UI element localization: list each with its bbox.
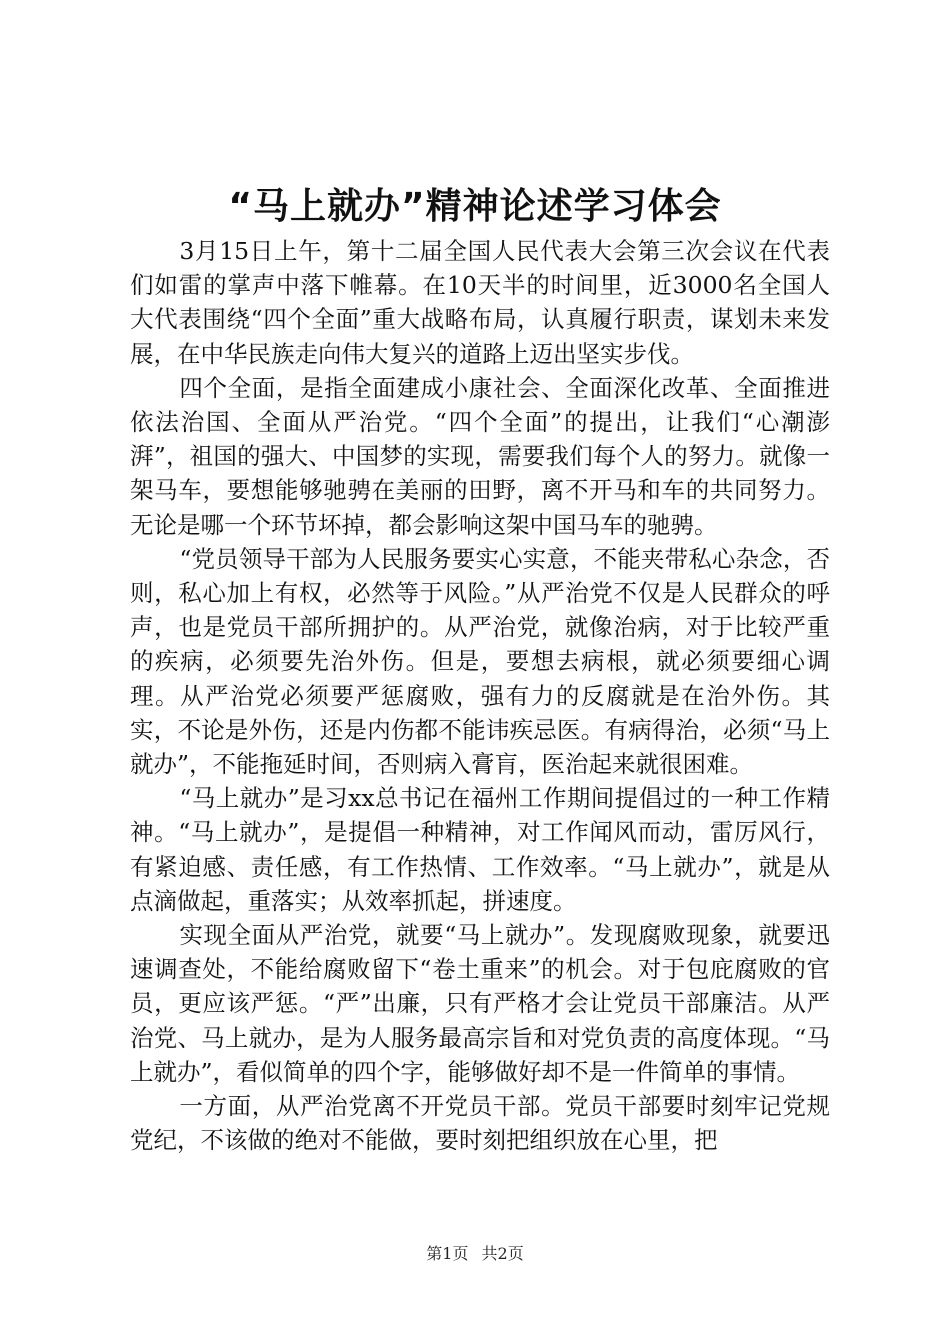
paragraph: 四个全面，是指全面建成小康社会、全面深化改革、全面推进依法治国、全面从严治党。“四个全面”的提出，让我们“心潮澎湃”，祖国的强大、中国梦的实现，需要我们每个人的努力。就像一架马车，要想能够驰骋在美丽的田野，离不开马和车的共同努力。无论是哪一个环节坏掉，都会影响这架中国马车的驰骋。 [130, 373, 830, 539]
paragraph: 实现全面从严治党，就要“马上就办”。发现腐败现象，就要迅速调查处，不能给腐败留下“卷土重来”的机会。对于包庇腐败的官员，更应该严惩。“严”出廉，只有严格才会让党员干部廉洁。从严治党、马上就办，是为人服务最高宗旨和对党负责的高度体现。“马上就办”，看似简单的四个字，能够做好却不是一件简单的事情。 [130, 921, 830, 1086]
paragraph: “马上就办”是习xx总书记在福州工作期间提倡过的一种工作精神。“马上就办”，是提倡一种精神，对工作闻风而动，雷厉风行，有紧迫感、责任感，有工作热情、工作效率。“马上就办”，就是从点滴做起，重落实；从效率抓起，拼速度。 [130, 784, 830, 915]
document-title: “马上就办”精神论述学习体会 [228, 186, 722, 227]
page-total: 共2页 [481, 1244, 524, 1263]
document-body [130, 234, 830, 1157]
paragraph: 3月15日上午，第十二届全国人民代表大会第三次会议在代表们如雷的掌声中落下帷幕。在10天半的时间里，近3000名全国人大代表围绕“四个全面”重大战略布局，认真履行职责，谋划未来发展，在中华民族走向伟大复兴的道路上迈出坚实步伐。 [130, 237, 830, 368]
paragraph: 一方面，从严治党离不开党员干部。党员干部要时刻牢记党规党纪，不该做的绝对不能做，要时刻把组织放在心里，把 [130, 1092, 830, 1155]
page-footer [0, 1244, 950, 1264]
paragraph: “党员领导干部为人民服务要实心实意，不能夹带私心杂念，否则，私心加上有权，必然等于风险。”从严治党不仅是人民群众的呼声，也是党员干部所拥护的。从严治党，就像治病，对于比较严重的疾病，必须要先治外伤。但是，要想去病根，就必须要细心调理。从严治党必须要严惩腐败，强有力的反腐就是在治外伤。其实，不论是外伤，还是内伤都不能讳疾忌医。有病得治，必须“马上就办”，不能拖延时间，否则病入膏肓，医治起来就很困难。 [130, 544, 830, 779]
page-number: 第1页 [426, 1244, 469, 1263]
